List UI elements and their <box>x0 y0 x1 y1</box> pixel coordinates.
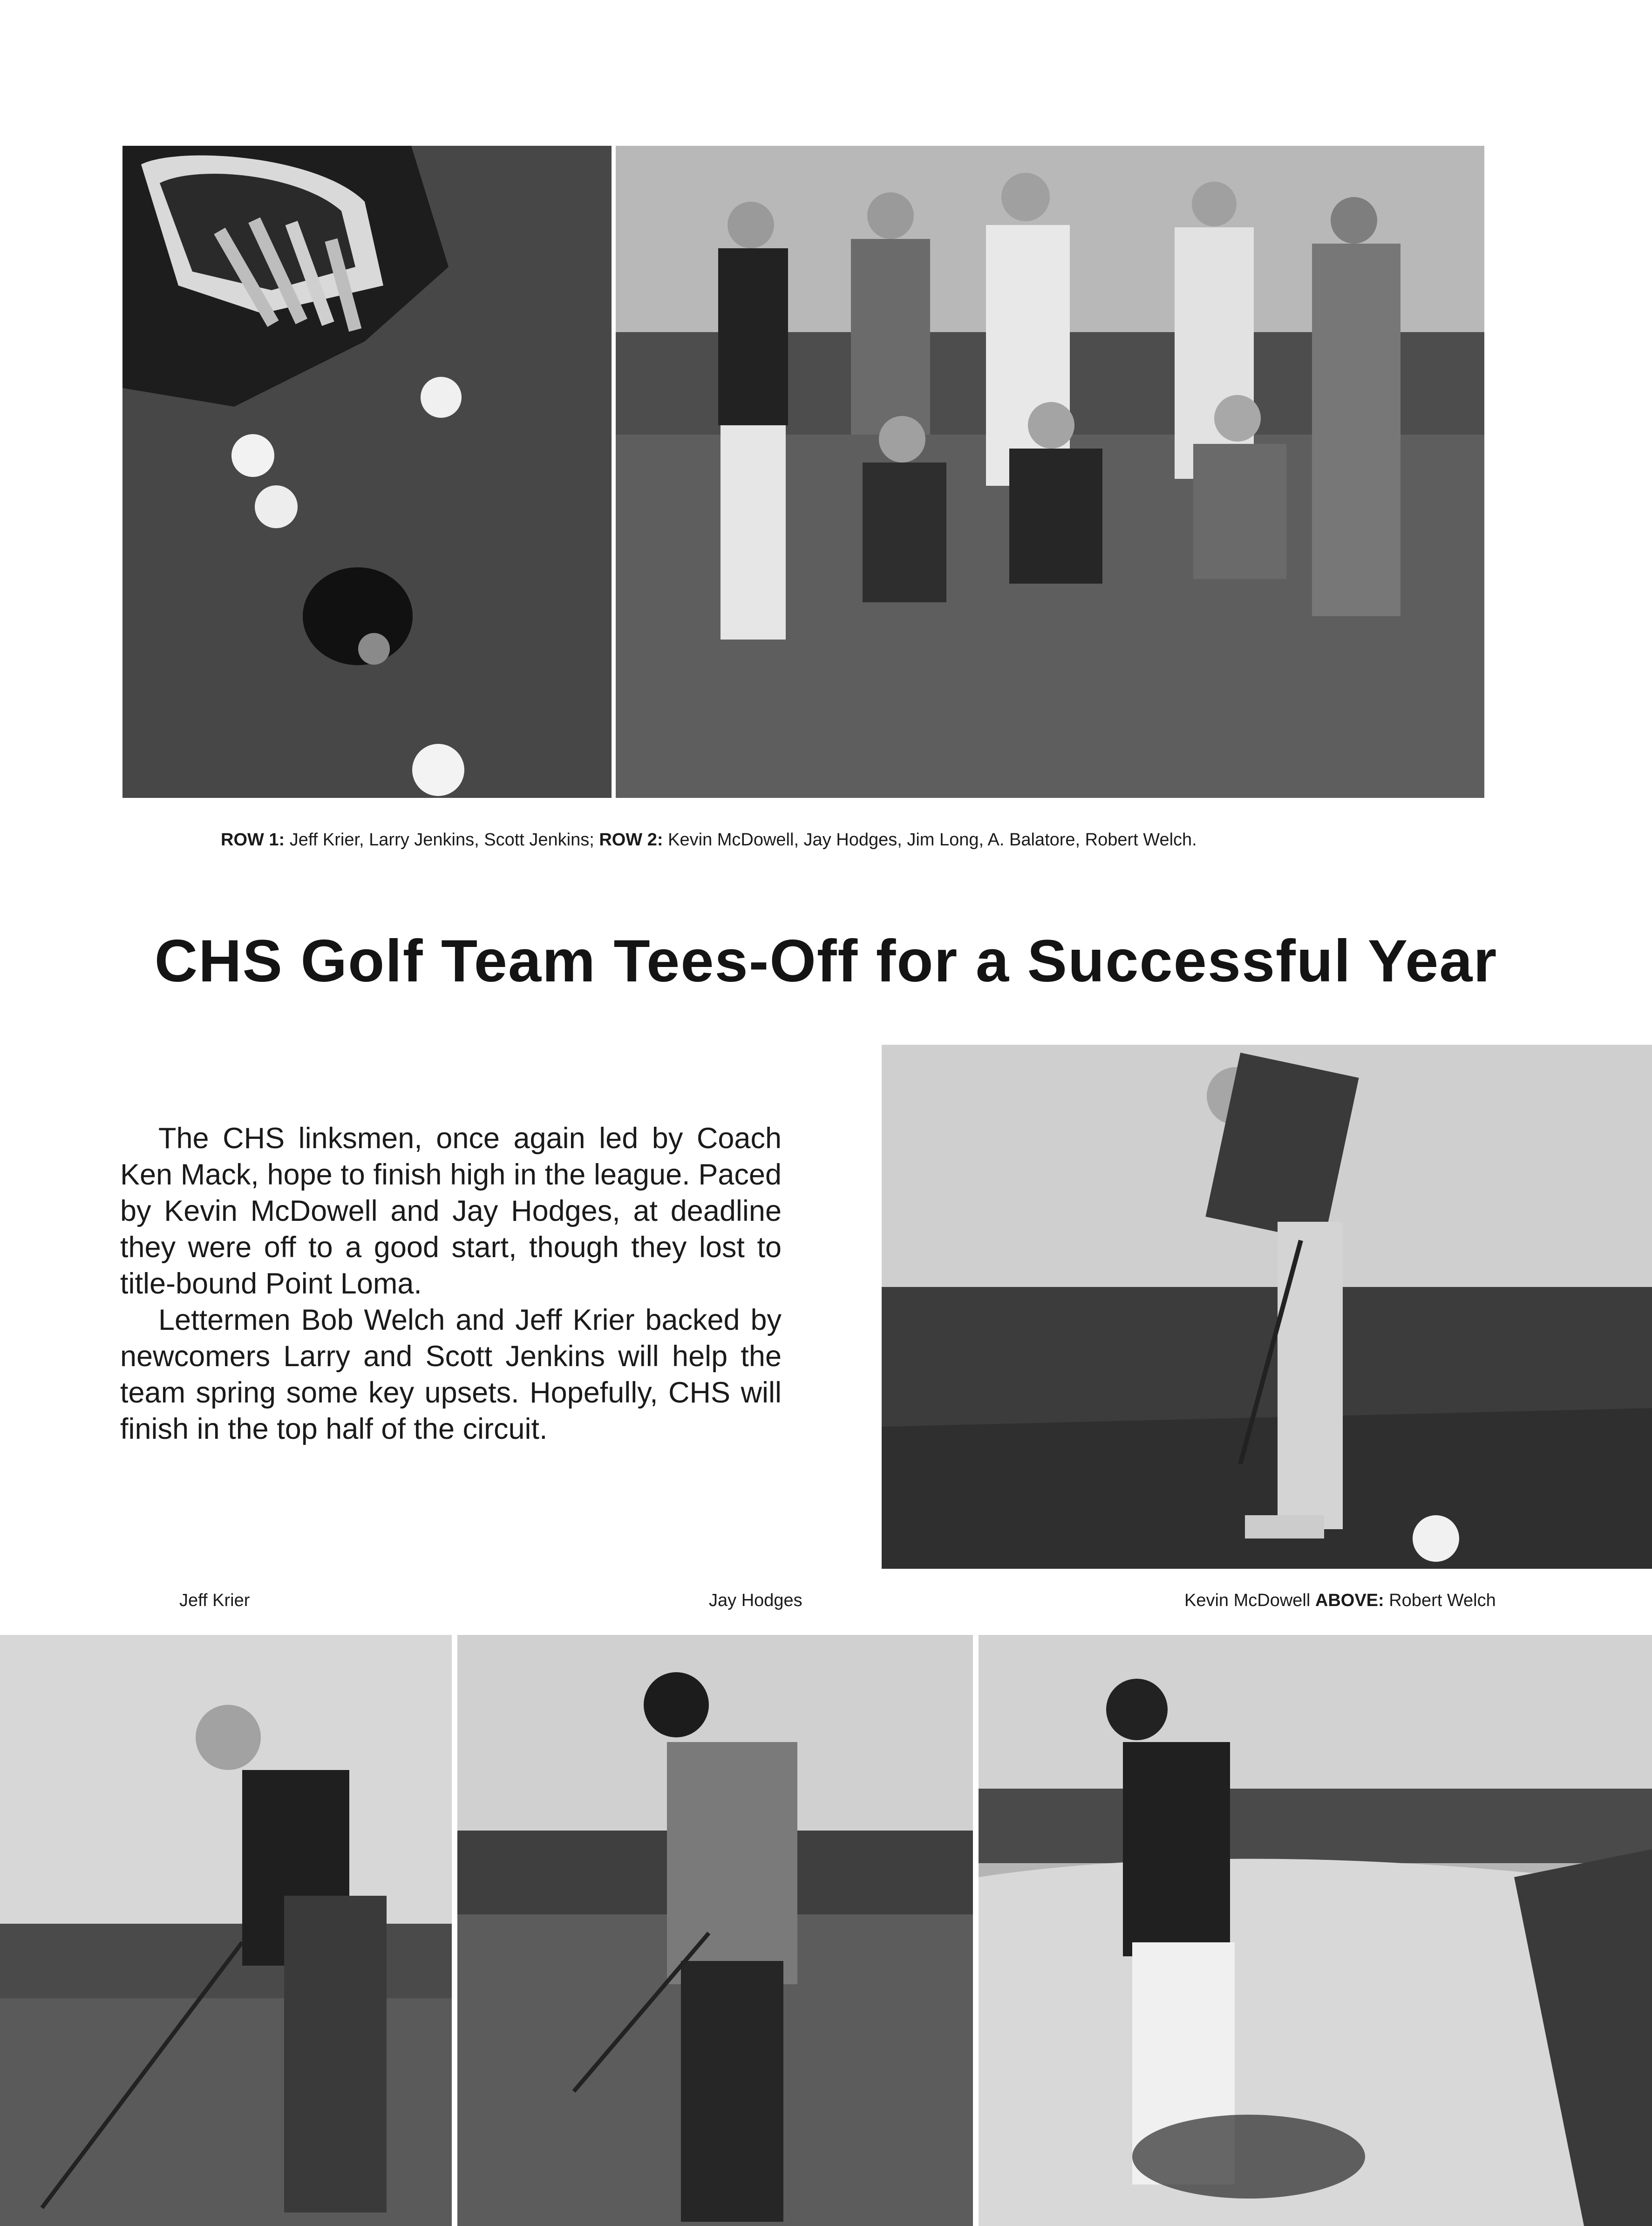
jay-hodges-photo <box>457 1635 973 2226</box>
caption-left: Jeff Krier <box>179 1591 250 1610</box>
putting-golfer-photo <box>882 1045 1652 1569</box>
row1-label: ROW 1: <box>221 830 285 850</box>
caption-right <box>1184 1591 1496 1611</box>
caption-center: Jay Hodges <box>709 1591 802 1610</box>
kevin-mcdowell-photo <box>979 1635 1652 2226</box>
article-paragraph: The CHS linksmen, once again led by Coach Ken Mack, hope to finish high in the league. Paced by Kevin McDowell and Jay Hodges, at deadline they were off to a good start, though they lost to title-bound Point Loma. <box>120 1122 782 1300</box>
team-caption <box>221 830 1197 850</box>
team-photo <box>616 146 1484 798</box>
jeff-krier-photo <box>0 1635 452 2226</box>
golf-bag-photo <box>122 146 612 798</box>
row1-names: Jeff Krier, Larry Jenkins, Scott Jenkins; <box>289 830 594 850</box>
article-paragraph: Lettermen Bob Welch and Jeff Krier backed by newcomers Larry and Scott Jenkins will help the team spring some key upsets. Hopefully, CHS will finish in the top half of the circuit. <box>120 1304 782 1445</box>
row2-names: Kevin McDowell, Jay Hodges, Jim Long, A. Balatore, Robert Welch. <box>668 830 1197 850</box>
row2-label: ROW 2: <box>599 830 663 850</box>
page-headline: CHS Golf Team Tees-Off for a Successful Year <box>154 928 1498 994</box>
caption-above-name: Robert Welch <box>1389 1591 1496 1610</box>
caption-above-label: ABOVE: <box>1315 1591 1384 1610</box>
article-body <box>120 1120 782 1447</box>
caption-right-name: Kevin McDowell <box>1184 1591 1311 1610</box>
